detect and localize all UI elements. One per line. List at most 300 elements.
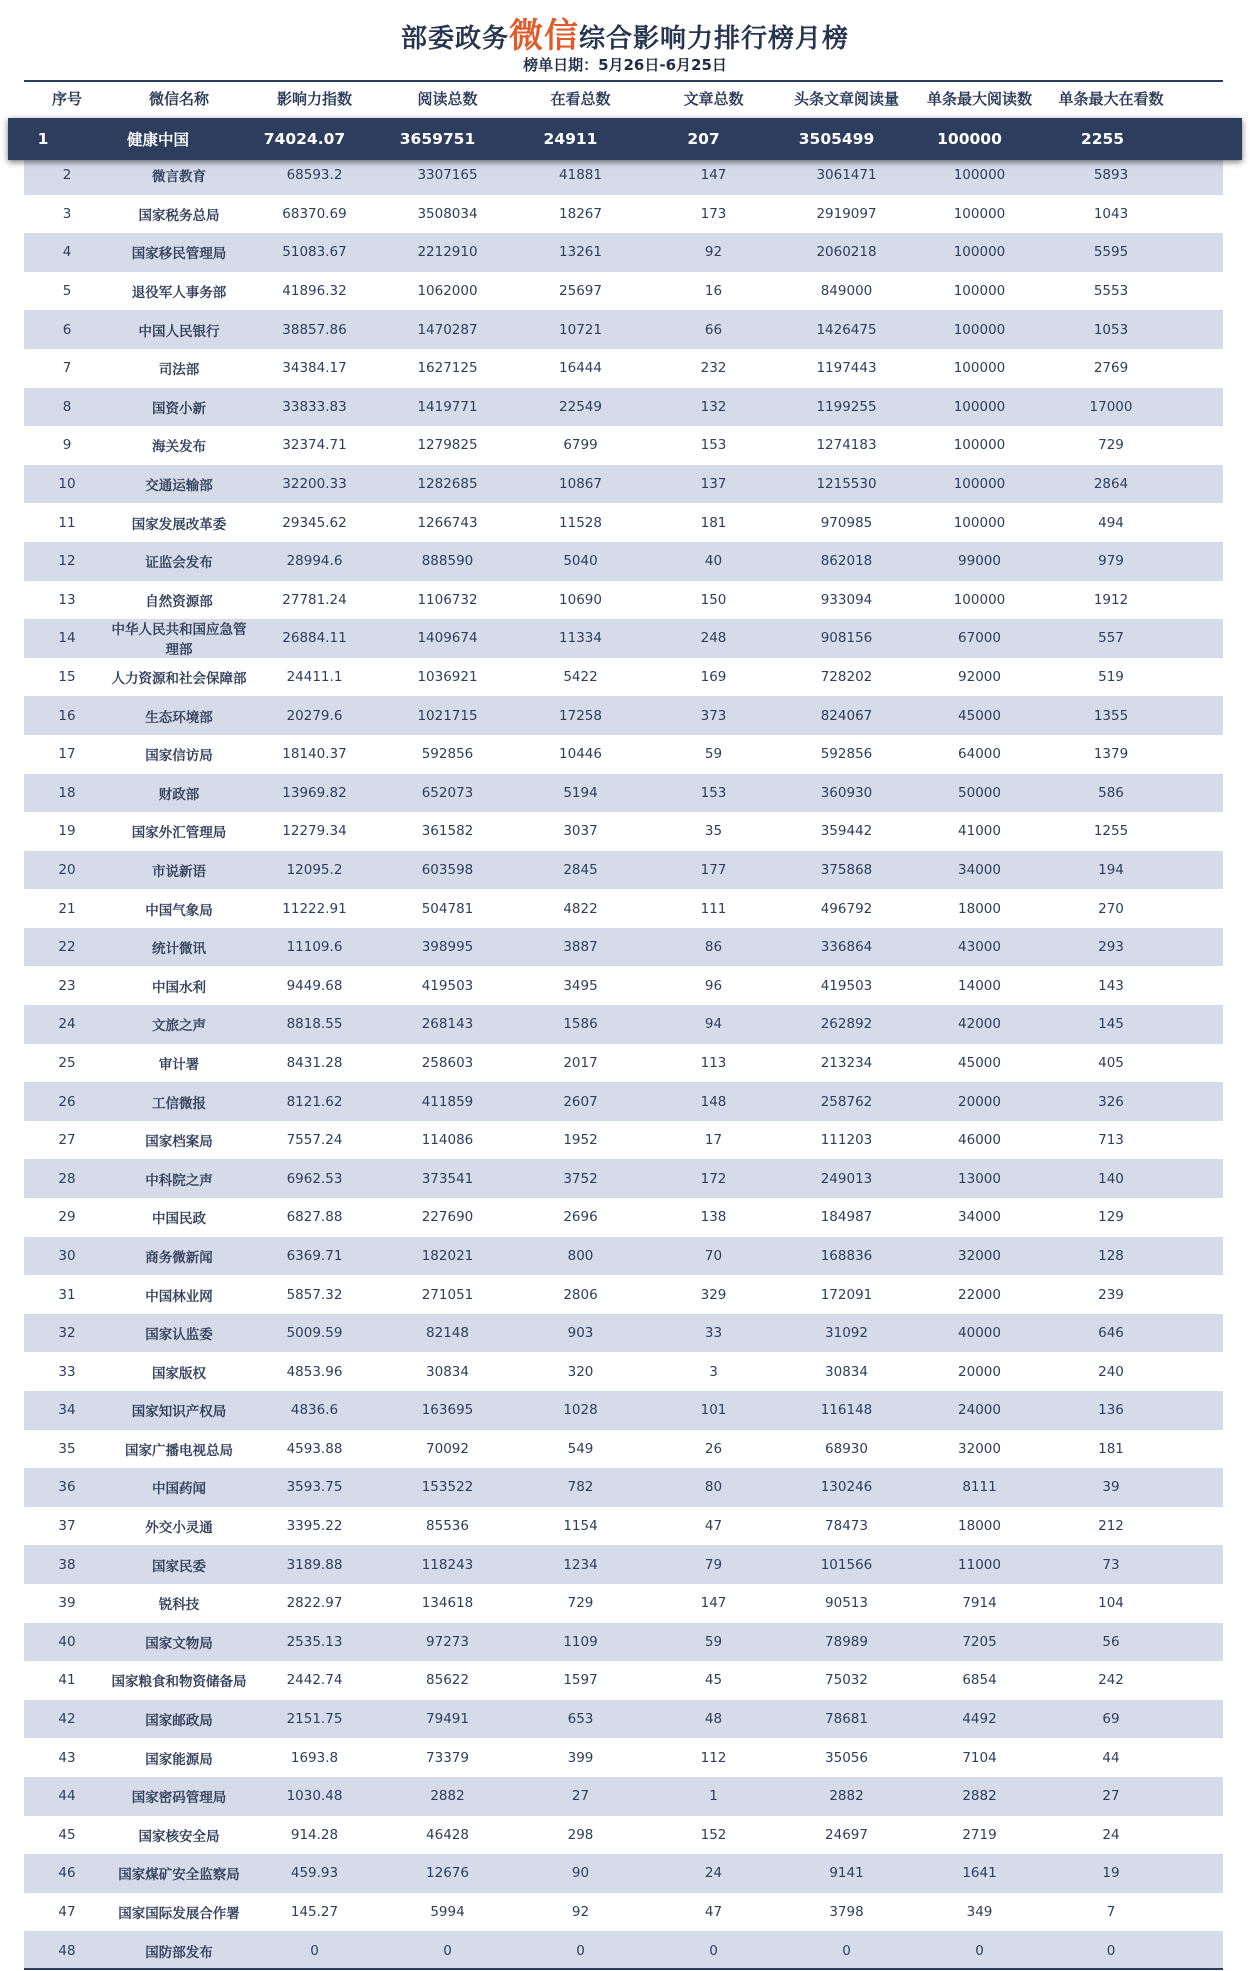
- table-row: [24, 1584, 1223, 1623]
- cell-likes: 2696: [563, 1209, 598, 1226]
- title-suffix: 综合影响力排行榜月榜: [579, 24, 850, 54]
- cell-influence: 4593.88: [286, 1440, 343, 1457]
- cell-name: 国家密码管理局: [131, 1790, 227, 1807]
- cell-articles: 94: [704, 1016, 723, 1033]
- table-row: [24, 928, 1223, 967]
- cell-reads: 888590: [421, 553, 474, 570]
- cell-articles: 111: [700, 900, 727, 917]
- cell-rank: 4: [62, 244, 72, 261]
- cell-max-reads: 100000: [953, 321, 1006, 338]
- cell-name: 海关发布: [152, 439, 206, 456]
- cell-influence: 6369.71: [286, 1247, 343, 1264]
- cell-influence: 8431.28: [286, 1054, 343, 1071]
- cell-likes: 2017: [563, 1054, 598, 1071]
- cell-reads: 85536: [426, 1518, 469, 1535]
- table-row: [24, 774, 1223, 813]
- cell-likes: 11334: [559, 630, 602, 647]
- cell-articles: 16: [704, 283, 723, 300]
- cell-likes: 10721: [559, 321, 602, 338]
- cell-name: 审计署: [158, 1056, 200, 1073]
- cell-max-reads: 67000: [958, 630, 1001, 647]
- cell-headline-reads: 213234: [820, 1054, 873, 1071]
- cell-max-likes: 104: [1098, 1595, 1124, 1612]
- table-row: [24, 851, 1223, 890]
- table-row: [24, 966, 1223, 1005]
- cell-articles: 132: [700, 398, 727, 415]
- cell-headline-reads: 592856: [820, 746, 873, 763]
- cell-likes: 5194: [563, 784, 598, 801]
- cell-likes: 22549: [559, 398, 602, 415]
- cell-likes: 3037: [563, 823, 598, 840]
- cell-max-reads: 64000: [958, 746, 1001, 763]
- cell-rank: 15: [58, 669, 76, 686]
- cell-articles: 24: [704, 1865, 723, 1882]
- cell-articles: 113: [700, 1054, 727, 1071]
- cell-articles: 48: [704, 1711, 723, 1728]
- cell-name: 国防部发布: [145, 1944, 213, 1961]
- table-row: [24, 388, 1223, 427]
- cell-articles: 101: [700, 1402, 727, 1419]
- cell-headline-reads: 359442: [820, 823, 873, 840]
- date-range: 榜单日期：5月26日-6月25日: [523, 56, 727, 74]
- cell-headline-reads: 2919097: [816, 205, 877, 222]
- cell-headline-reads: 862018: [820, 553, 873, 570]
- cell-max-likes: 194: [1098, 861, 1124, 878]
- cell-rank: 19: [58, 823, 76, 840]
- cell-max-reads: 20000: [958, 1093, 1001, 1110]
- cell-rank: 30: [58, 1247, 76, 1264]
- cell-headline-reads: 262892: [820, 1016, 873, 1033]
- table-row: [24, 233, 1223, 272]
- cell-likes: 3495: [563, 977, 598, 994]
- cell-rank: 7: [62, 360, 72, 377]
- cell-articles: 172: [700, 1170, 727, 1187]
- cell-max-likes: 7: [1106, 1904, 1116, 1921]
- cell-reads: 46428: [426, 1826, 469, 1843]
- cell-reads: 652073: [421, 784, 474, 801]
- cell-influence: 1030.48: [286, 1788, 343, 1805]
- table-row: [24, 1121, 1223, 1160]
- cell-headline-reads: 970985: [820, 514, 873, 531]
- cell-rank: 35: [58, 1440, 76, 1457]
- cell-reads: 1282685: [417, 476, 478, 493]
- table-row: [24, 426, 1223, 465]
- col-header-max-likes: 单条最大在看数: [1058, 90, 1164, 108]
- cell-headline-reads: 0: [842, 1942, 851, 1959]
- table-row: [24, 1237, 1223, 1276]
- cell-rank: 40: [58, 1633, 76, 1650]
- table-row: [24, 1044, 1223, 1083]
- cell-rank: 10: [58, 476, 76, 493]
- cell-influence: 2151.75: [286, 1711, 343, 1728]
- table-row: [24, 195, 1223, 234]
- cell-articles: 47: [704, 1904, 723, 1921]
- cell-influence: 29345.62: [282, 514, 347, 531]
- cell-rank: 9: [62, 437, 72, 454]
- cell-max-likes: 5893: [1093, 167, 1129, 184]
- cell-rank: 12: [58, 553, 76, 570]
- cell-max-likes: 73: [1102, 1556, 1120, 1573]
- col-header-max-reads: 单条最大阅读数: [926, 90, 1032, 108]
- cell-max-reads: 43000: [958, 939, 1001, 956]
- cell-headline-reads: 360930: [820, 784, 873, 801]
- cell-likes: 399: [567, 1749, 594, 1766]
- cell-max-likes: 713: [1098, 1132, 1124, 1149]
- cell-rank: 16: [58, 707, 76, 724]
- cell-likes: 4822: [563, 900, 598, 917]
- cell-headline-reads: 258762: [820, 1093, 873, 1110]
- cell-name: 司法部: [158, 362, 200, 379]
- cell-max-reads: 32000: [958, 1247, 1001, 1264]
- cell-likes: 1597: [563, 1672, 598, 1689]
- table-row: [24, 1738, 1223, 1777]
- cell-rank: 1: [37, 130, 49, 148]
- cell-max-likes: 128: [1098, 1247, 1124, 1264]
- cell-likes: 10867: [559, 476, 602, 493]
- cell-articles: 147: [700, 1595, 727, 1612]
- cell-likes: 2607: [563, 1093, 598, 1110]
- cell-influence: 68370.69: [282, 205, 347, 222]
- cell-influence: 5009.59: [286, 1325, 343, 1342]
- cell-influence: 3593.75: [286, 1479, 343, 1496]
- cell-max-likes: 39: [1102, 1479, 1120, 1496]
- cell-reads: 268143: [421, 1016, 474, 1033]
- cell-articles: 177: [700, 861, 727, 878]
- cell-likes: 17258: [559, 707, 602, 724]
- cell-max-likes: 143: [1098, 977, 1124, 994]
- cell-reads: 1470287: [417, 321, 478, 338]
- cell-rank: 43: [58, 1749, 76, 1766]
- cell-max-likes: 5595: [1093, 244, 1129, 261]
- cell-headline-reads: 849000: [820, 283, 873, 300]
- cell-likes: 903: [567, 1325, 594, 1342]
- cell-name: 健康中国: [126, 131, 189, 149]
- cell-max-likes: 1053: [1093, 321, 1129, 338]
- cell-name: 自然资源部: [145, 593, 213, 610]
- cell-max-reads: 349: [966, 1904, 993, 1921]
- cell-likes: 11528: [559, 514, 602, 531]
- cell-reads: 1106732: [417, 591, 478, 608]
- cell-max-reads: 14000: [958, 977, 1001, 994]
- cell-headline-reads: 31092: [825, 1325, 868, 1342]
- table-row: [24, 1468, 1223, 1507]
- table-row: [24, 1931, 1223, 1970]
- cell-rank: 8: [62, 398, 72, 415]
- table-row: [24, 1700, 1223, 1739]
- cell-max-likes: 293: [1098, 939, 1124, 956]
- cell-max-reads: 6854: [962, 1672, 997, 1689]
- cell-reads: 1279825: [417, 437, 478, 454]
- cell-max-likes: 405: [1098, 1054, 1124, 1071]
- cell-articles: 59: [704, 1633, 723, 1650]
- cell-max-likes: 494: [1098, 514, 1124, 531]
- cell-likes: 1028: [563, 1402, 598, 1419]
- cell-influence: 32200.33: [282, 476, 347, 493]
- cell-max-reads: 100000: [953, 476, 1006, 493]
- cell-max-reads: 50000: [958, 784, 1001, 801]
- cell-max-reads: 32000: [958, 1440, 1001, 1457]
- cell-headline-reads: 75032: [825, 1672, 868, 1689]
- cell-headline-reads: 130246: [820, 1479, 873, 1496]
- table-row: [24, 1893, 1223, 1932]
- cell-headline-reads: 168836: [820, 1247, 873, 1264]
- cell-articles: 35: [704, 823, 723, 840]
- table-row: [24, 1854, 1223, 1893]
- cell-rank: 32: [58, 1325, 76, 1342]
- title-prefix: 部委政务: [400, 24, 509, 54]
- cell-rank: 47: [58, 1904, 76, 1921]
- cell-influence: 6827.88: [286, 1209, 343, 1226]
- cell-reads: 3307165: [417, 167, 478, 184]
- cell-max-reads: 100000: [953, 283, 1006, 300]
- cell-max-likes: 136: [1098, 1402, 1124, 1419]
- cell-name: 证监会发布: [145, 555, 213, 572]
- cell-rank: 36: [58, 1479, 76, 1496]
- cell-headline-reads: 111203: [820, 1132, 873, 1149]
- cell-headline-reads: 728202: [820, 669, 873, 686]
- cell-articles: 92: [704, 244, 723, 261]
- cell-max-likes: 2255: [1080, 130, 1125, 148]
- cell-max-reads: 40000: [958, 1325, 1001, 1342]
- cell-articles: 33: [704, 1325, 723, 1342]
- cell-headline-reads: 3505499: [798, 130, 875, 148]
- cell-reads: 3508034: [417, 205, 478, 222]
- table-row: [24, 1082, 1223, 1121]
- table-row: [24, 619, 1223, 658]
- table-row: [24, 1352, 1223, 1391]
- cell-influence: 2822.97: [286, 1595, 343, 1612]
- cell-influence: 6962.53: [286, 1170, 343, 1187]
- cell-articles: 26: [704, 1440, 723, 1457]
- cell-max-reads: 100000: [953, 437, 1006, 454]
- cell-name: 国家外汇管理局: [131, 825, 227, 842]
- cell-influence: 34384.17: [282, 360, 347, 377]
- cell-likes: 549: [567, 1440, 594, 1457]
- table-row: [24, 1391, 1223, 1430]
- cell-headline-reads: 908156: [820, 630, 873, 647]
- table-row: [24, 503, 1223, 542]
- cell-max-likes: 24: [1102, 1826, 1120, 1843]
- cell-max-reads: 2882: [962, 1788, 997, 1805]
- cell-headline-reads: 24697: [825, 1826, 868, 1843]
- cell-reads: 1021715: [417, 707, 478, 724]
- col-header-rank: 序号: [51, 90, 82, 108]
- cell-headline-reads: 1197443: [816, 360, 877, 377]
- cell-rank: 24: [58, 1016, 76, 1033]
- cell-headline-reads: 1199255: [816, 398, 877, 415]
- cell-name: 国家粮食和物资储备局: [111, 1674, 247, 1691]
- cell-influence: 41896.32: [282, 283, 347, 300]
- cell-headline-reads: 68930: [825, 1440, 868, 1457]
- cell-name: 财政部: [158, 786, 200, 803]
- cell-articles: 152: [700, 1826, 727, 1843]
- cell-max-reads: 13000: [958, 1170, 1001, 1187]
- cell-max-likes: 239: [1098, 1286, 1124, 1303]
- cell-max-likes: 17000: [1089, 398, 1133, 415]
- cell-influence: 12095.2: [286, 861, 343, 878]
- cell-influence: 13969.82: [282, 784, 347, 801]
- cell-max-likes: 240: [1098, 1363, 1124, 1380]
- cell-reads: 2212910: [417, 244, 478, 261]
- cell-name: 中科院之声: [145, 1172, 213, 1189]
- cell-headline-reads: 1426475: [816, 321, 877, 338]
- cell-likes: 653: [567, 1711, 594, 1728]
- table-row: [24, 581, 1223, 620]
- cell-influence: 28994.6: [286, 553, 343, 570]
- cell-reads: 114086: [421, 1132, 474, 1149]
- col-header-headline-reads: 头条文章阅读量: [793, 90, 899, 108]
- cell-influence: 38857.86: [282, 321, 347, 338]
- cell-reads: 361582: [421, 823, 474, 840]
- cell-rank: 14: [58, 630, 76, 647]
- cell-rank: 31: [58, 1286, 76, 1303]
- cell-max-reads: 22000: [958, 1286, 1001, 1303]
- cell-max-reads: 100000: [953, 244, 1006, 261]
- cell-headline-reads: 933094: [820, 591, 873, 608]
- cell-headline-reads: 78473: [825, 1518, 868, 1535]
- cell-influence: 11222.91: [282, 900, 347, 917]
- cell-name: 生态环境部: [145, 709, 213, 726]
- cell-max-likes: 1912: [1093, 591, 1129, 608]
- cell-max-reads: 18000: [958, 900, 1001, 917]
- cell-articles: 147: [700, 167, 727, 184]
- cell-reads: 73379: [426, 1749, 469, 1766]
- cell-max-reads: 24000: [958, 1402, 1001, 1419]
- cell-headline-reads: 249013: [820, 1170, 873, 1187]
- cell-likes: 18267: [559, 205, 602, 222]
- cell-max-reads: 100000: [937, 130, 1002, 148]
- cell-likes: 0: [576, 1942, 585, 1959]
- cell-headline-reads: 116148: [820, 1402, 873, 1419]
- cell-articles: 173: [700, 205, 727, 222]
- cell-max-likes: 729: [1098, 437, 1124, 454]
- cell-max-reads: 92000: [958, 669, 1001, 686]
- cell-reads: 1062000: [417, 283, 478, 300]
- cell-name: 国家认监委: [145, 1327, 213, 1344]
- cell-rank: 46: [58, 1865, 76, 1882]
- cell-influence: 5857.32: [286, 1286, 343, 1303]
- title-accent: 微信: [509, 16, 579, 56]
- cell-rank: 5: [62, 283, 72, 300]
- cell-likes: 10446: [559, 746, 602, 763]
- table-row: [24, 310, 1223, 349]
- cell-reads: 118243: [421, 1556, 474, 1573]
- cell-articles: 153: [700, 784, 727, 801]
- cell-max-likes: 1043: [1093, 205, 1129, 222]
- cell-max-likes: 145: [1098, 1016, 1124, 1033]
- cell-max-likes: 2864: [1093, 476, 1129, 493]
- cell-max-likes: 519: [1098, 669, 1124, 686]
- table-row: [24, 542, 1223, 581]
- table-row: [24, 1816, 1223, 1855]
- cell-name: 统计微讯: [152, 941, 206, 958]
- cell-max-reads: 20000: [958, 1363, 1001, 1380]
- table-row: [24, 1430, 1223, 1469]
- cell-likes: 5040: [563, 553, 598, 570]
- cell-reads: 153522: [421, 1479, 474, 1496]
- cell-reads: 398995: [421, 939, 474, 956]
- table-row: [24, 272, 1223, 311]
- cell-influence: 2442.74: [286, 1672, 343, 1689]
- cell-name: 国家信访局: [145, 748, 213, 765]
- cell-name: 国家知识产权局: [131, 1404, 227, 1421]
- cell-rank: 25: [58, 1054, 76, 1071]
- cell-max-reads: 0: [975, 1942, 984, 1959]
- cell-name: 退役军人事务部: [131, 285, 227, 302]
- table-row: [24, 658, 1223, 697]
- cell-max-reads: 7914: [962, 1595, 997, 1612]
- cell-articles: 248: [700, 630, 727, 647]
- cell-likes: 1109: [563, 1633, 598, 1650]
- cell-reads: 12676: [426, 1865, 469, 1882]
- cell-headline-reads: 1274183: [816, 437, 877, 454]
- cell-influence: 26884.11: [282, 630, 347, 647]
- cell-name: 国家文物局: [145, 1635, 213, 1652]
- cell-likes: 24911: [543, 130, 598, 148]
- cell-rank: 33: [58, 1363, 76, 1380]
- cell-name: 中华人民共和国应急管理部: [111, 622, 247, 659]
- cell-articles: 45: [704, 1672, 723, 1689]
- cell-max-likes: 646: [1098, 1325, 1124, 1342]
- cell-influence: 8818.55: [286, 1016, 343, 1033]
- cell-headline-reads: 90513: [825, 1595, 868, 1612]
- cell-max-reads: 99000: [958, 553, 1001, 570]
- cell-headline-reads: 1215530: [816, 476, 877, 493]
- cell-likes: 6799: [563, 437, 598, 454]
- cell-max-reads: 45000: [958, 707, 1001, 724]
- cell-max-likes: 979: [1098, 553, 1124, 570]
- cell-influence: 12279.34: [282, 823, 347, 840]
- cell-name: 工信微报: [152, 1095, 206, 1112]
- cell-influence: 3395.22: [286, 1518, 343, 1535]
- cell-articles: 373: [700, 707, 727, 724]
- cell-rank: 3: [62, 205, 72, 222]
- cell-rank: 38: [58, 1556, 76, 1573]
- cell-reads: 1266743: [417, 514, 478, 531]
- cell-rank: 39: [58, 1595, 76, 1612]
- cell-rank: 44: [58, 1788, 76, 1805]
- cell-name: 锐科技: [158, 1597, 200, 1614]
- table-row: [24, 1777, 1223, 1816]
- cell-headline-reads: 184987: [820, 1209, 873, 1226]
- cell-max-reads: 18000: [958, 1518, 1001, 1535]
- cell-reads: 1409674: [417, 630, 478, 647]
- cell-max-reads: 42000: [958, 1016, 1001, 1033]
- cell-articles: 47: [704, 1518, 723, 1535]
- cell-name: 国家民委: [152, 1558, 206, 1575]
- cell-articles: 79: [704, 1556, 723, 1573]
- cell-name: 国家邮政局: [145, 1713, 213, 1730]
- cell-influence: 0: [310, 1942, 319, 1959]
- cell-max-likes: 212: [1098, 1518, 1124, 1535]
- cell-name: 商务微新闻: [145, 1249, 213, 1266]
- cell-max-reads: 100000: [953, 167, 1006, 184]
- cell-reads: 70092: [426, 1440, 469, 1457]
- cell-reads: 0: [443, 1942, 452, 1959]
- cell-reads: 5994: [430, 1904, 465, 1921]
- cell-influence: 68593.2: [286, 167, 343, 184]
- cell-name: 国家发展改革委: [131, 516, 227, 533]
- cell-likes: 13261: [559, 244, 602, 261]
- cell-articles: 169: [700, 669, 727, 686]
- cell-name: 中国水利: [152, 979, 206, 996]
- cell-articles: 70: [704, 1247, 723, 1264]
- cell-reads: 1036921: [417, 669, 478, 686]
- cell-likes: 1154: [563, 1518, 598, 1535]
- table-row: [24, 1545, 1223, 1584]
- cell-influence: 459.93: [290, 1865, 339, 1882]
- col-header-influence: 影响力指数: [276, 90, 352, 108]
